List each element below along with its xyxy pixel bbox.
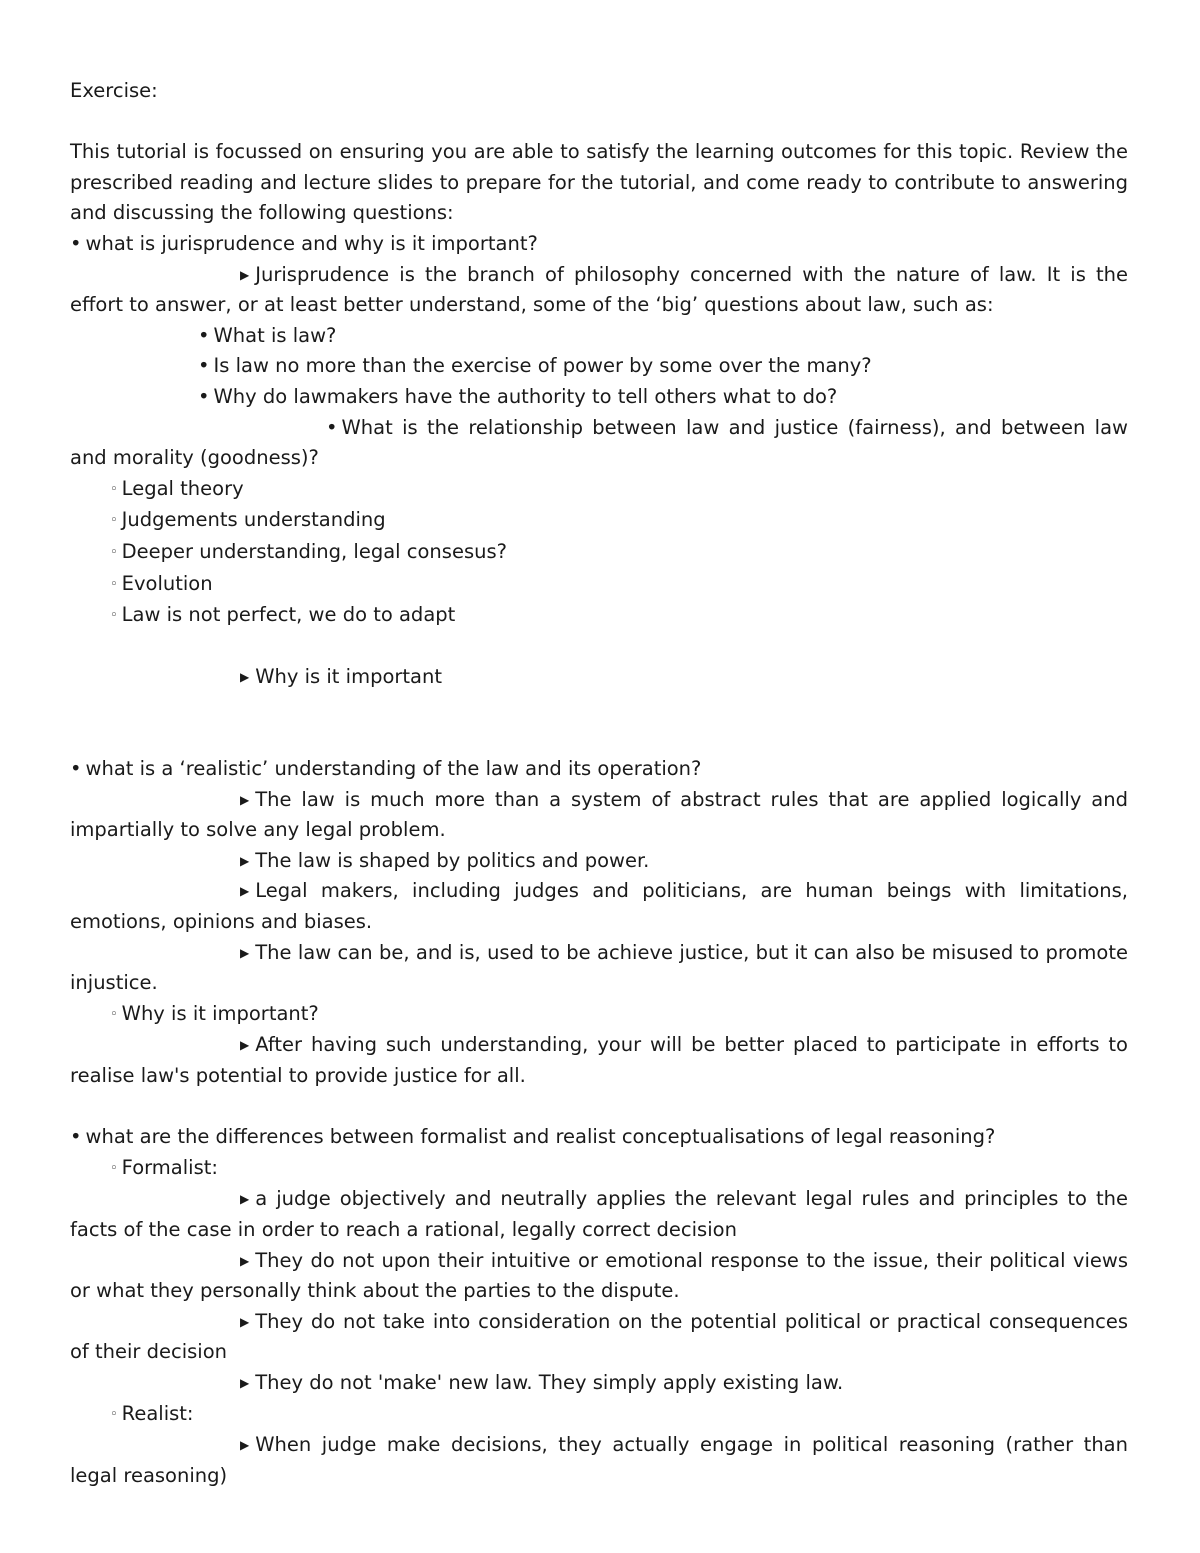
q2-why-label — [70, 999, 1128, 1031]
bullet-icon: • — [70, 231, 82, 255]
q1-answer — [70, 260, 1128, 321]
circle-bullet-icon: ◦ — [110, 1006, 118, 1022]
question-2 — [70, 754, 1128, 785]
circle-bullet-icon: ◦ — [110, 1160, 118, 1176]
note-text: Evolution — [121, 571, 213, 595]
question-3-text: what are the differences between formalist and realist conceptualisations of legal reasoning? — [85, 1125, 996, 1149]
triangle-bullet-icon: ▶ — [240, 1192, 250, 1207]
big-question-item — [70, 321, 1128, 352]
big-question-item — [70, 382, 1128, 413]
circle-bullet-icon: ◦ — [110, 1406, 118, 1422]
q1-why — [70, 662, 1128, 693]
q2-point — [70, 876, 1128, 937]
triangle-bullet-icon: ▶ — [240, 1038, 250, 1053]
big-question-item — [70, 413, 1128, 474]
intro-paragraph: This tutorial is focussed on ensuring you are able to satisfy the learning outcomes for this topic. Review the prescribed reading and lecture slides to prepare for the tutorial, and come ready to contribute to answering and discussing the following questions: — [70, 140, 1128, 225]
q2-point — [70, 785, 1128, 846]
formalist-point — [70, 1184, 1128, 1245]
bullet-icon: • — [198, 323, 210, 347]
q2-point-text: The law is shaped by politics and power. — [255, 848, 650, 872]
realist-point — [70, 1430, 1128, 1491]
formalist-point-text: They do not take into consideration on the potential political or practical consequences of their decision — [70, 1309, 1128, 1364]
realist-label-text: Realist: — [121, 1401, 194, 1425]
q2-point — [70, 938, 1128, 999]
bullet-icon: • — [198, 384, 210, 408]
question-3 — [70, 1122, 1128, 1153]
circle-bullet-icon: ◦ — [110, 481, 118, 497]
note-item — [70, 474, 1128, 506]
bullet-icon: • — [70, 757, 82, 781]
triangle-bullet-icon: ▶ — [240, 884, 250, 899]
spacer — [70, 693, 1128, 754]
triangle-bullet-icon: ▶ — [240, 945, 250, 960]
note-item — [70, 600, 1128, 632]
q2-why-label-text: Why is it important? — [121, 1001, 319, 1025]
triangle-bullet-icon: ▶ — [240, 1375, 250, 1390]
big-question-item — [70, 351, 1128, 382]
spacer — [70, 632, 1128, 663]
formalist-point — [70, 1368, 1128, 1399]
big-question-text: Why do lawmakers have the authority to tell others what to do? — [213, 384, 838, 408]
formalist-point — [70, 1246, 1128, 1307]
bullet-icon: • — [70, 1125, 82, 1149]
formalist-point-text: They do not upon their intuitive or emotional response to the issue, their political views or what they personally think about the parties to the dispute. — [70, 1248, 1128, 1303]
q2-point — [70, 846, 1128, 877]
big-question-text: Is law no more than the exercise of power by some over the many? — [213, 354, 872, 378]
circle-bullet-icon: ◦ — [110, 576, 118, 592]
question-1 — [70, 229, 1128, 260]
realist-point-text: When judge make decisions, they actually engage in political reasoning (rather than legal reasoning) — [70, 1433, 1128, 1487]
circle-bullet-icon: ◦ — [110, 608, 118, 624]
question-2-text: what is a ‘realistic’ understanding of the law and its operation? — [85, 757, 702, 781]
bullet-icon: • — [326, 415, 338, 439]
triangle-bullet-icon: ▶ — [240, 670, 250, 685]
note-text: Judgements understanding — [121, 508, 386, 532]
question-1-text: what is jurisprudence and why is it important? — [85, 231, 538, 255]
spacer — [70, 1092, 1128, 1123]
exercise-heading: Exercise: — [70, 79, 158, 102]
note-text: Legal theory — [121, 476, 244, 500]
triangle-bullet-icon: ▶ — [240, 853, 250, 868]
q2-point-text: The law can be, and is, used to be achieve justice, but it can also be misused to promote injustice. — [70, 940, 1128, 995]
triangle-bullet-icon: ▶ — [240, 792, 250, 807]
triangle-bullet-icon: ▶ — [240, 1253, 250, 1268]
note-item — [70, 505, 1128, 537]
note-item — [70, 537, 1128, 569]
formalist-point-text: a judge objectively and neutrally applies the relevant legal rules and principles to the facts of the case in order to reach a rational, legally correct decision — [70, 1187, 1128, 1241]
note-item — [70, 569, 1128, 601]
bullet-icon: • — [198, 354, 210, 378]
q2-why-answer — [70, 1030, 1128, 1091]
q1-answer-text: Jurisprudence is the branch of philosophy concerned with the nature of law. It is the effort to answer, or at least better understand, some of the ‘big’ questions about law, such as: — [70, 262, 1128, 317]
circle-bullet-icon: ◦ — [110, 513, 118, 529]
q2-why-answer-text: After having such understanding, your will be better placed to participate in efforts to realise law's potential to provide justice for all. — [70, 1033, 1128, 1087]
q2-point-text: The law is much more than a system of abstract rules that are applied logically and impartially to solve any legal problem. — [70, 787, 1128, 842]
formalist-label-text: Formalist: — [121, 1155, 218, 1179]
note-text: Law is not perfect, we do to adapt — [121, 603, 456, 627]
note-text: Deeper understanding, legal consesus? — [121, 539, 507, 563]
triangle-bullet-icon: ▶ — [240, 1314, 250, 1329]
big-question-text: What is law? — [213, 323, 337, 347]
formalist-point-text: They do not 'make' new law. They simply apply existing law. — [255, 1370, 844, 1394]
formalist-point — [70, 1307, 1128, 1368]
realist-label — [70, 1399, 1128, 1431]
formalist-label — [70, 1153, 1128, 1185]
triangle-bullet-icon: ▶ — [240, 267, 250, 282]
triangle-bullet-icon: ▶ — [240, 1438, 250, 1453]
q1-why-text: Why is it important — [255, 665, 442, 689]
q2-point-text: Legal makers, including judges and politicians, are human beings with limitations, emotions, opinions and biases. — [70, 879, 1128, 934]
document-page — [70, 76, 1128, 1491]
spacer — [70, 107, 1128, 138]
big-question-text: What is the relationship between law and justice (fairness), and between law and morality (goodness)? — [70, 415, 1128, 470]
circle-bullet-icon: ◦ — [110, 544, 118, 560]
